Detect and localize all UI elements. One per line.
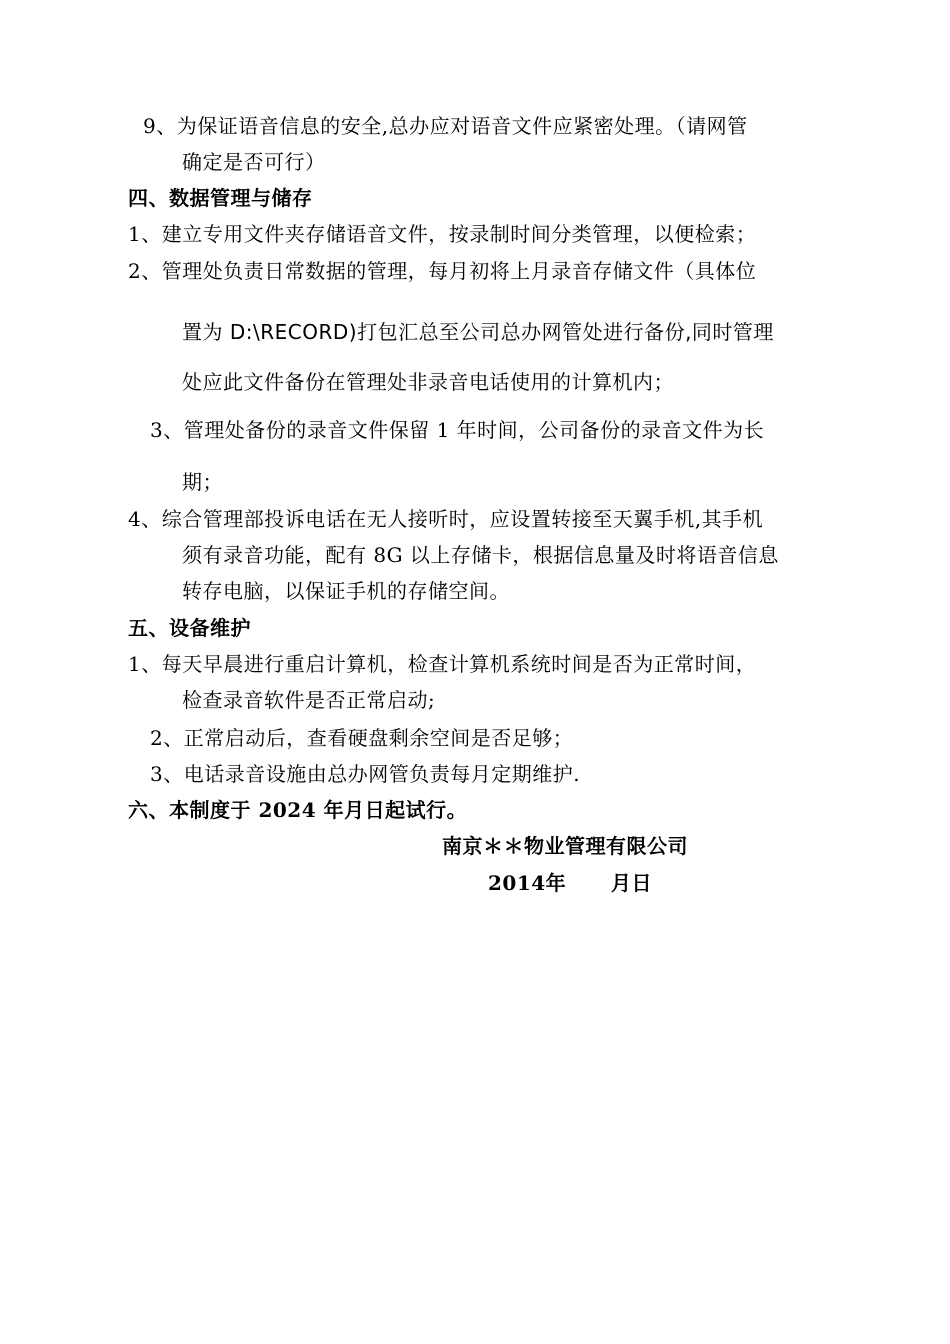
- signature-company: 南京＊＊物业管理有限公司: [442, 834, 688, 858]
- section-4-item-1: 1、建立专用文件夹存储语音文件，按录制时间分类管理，以便检索；: [128, 222, 757, 246]
- section-5-item-1-line-2: 检查录音软件是否正常启动;: [182, 688, 436, 712]
- section-4-item-4-line-1: 4、综合管理部投诉电话在无人接听时，应设置转接至天翼手机,其手机: [128, 507, 764, 531]
- section-4-item-2-line-1: 2、管理处负责日常数据的管理，每月初将上月录音存储文件（具体位: [128, 259, 757, 283]
- item-9-line-1: 9、为保证语音信息的安全,总办应对语音文件应紧密处理。（请网管: [143, 114, 748, 138]
- section-4-item-4-line-3: 转存电脑，以保证手机的存储空间。: [182, 579, 510, 603]
- signature-date: 2014年 月日: [488, 871, 652, 895]
- section-5-item-3: 3、电话录音设施由总办网管负责每月定期维护.: [150, 762, 581, 786]
- section-4-item-2-line-3: 处应此文件备份在管理处非录音电话使用的计算机内；: [182, 370, 674, 394]
- section-5-item-1-line-1: 1、每天早晨进行重启计算机，检查计算机系统时间是否为正常时间，: [128, 652, 757, 676]
- section-5-heading: 五、设备维护: [128, 616, 251, 640]
- section-5-item-2: 2、正常启动后，查看硬盘剩余空间是否足够；: [150, 726, 574, 750]
- item-9-line-2: 确定是否可行）: [182, 150, 326, 174]
- section-6-heading: 六、本制度于 2024 年月日起试行。: [128, 798, 468, 822]
- section-4-item-3-line-1: 3、管理处备份的录音文件保留 1 年时间，公司备份的录音文件为长: [150, 418, 765, 442]
- section-4-item-4-line-2: 须有录音功能，配有 8G 以上存储卡，根据信息量及时将语音信息: [182, 543, 779, 567]
- section-4-item-2-line-2: 置为 D:\RECORD)打包汇总至公司总办网管处进行备份,同时管理: [182, 320, 774, 344]
- section-4-heading: 四、数据管理与储存: [128, 186, 313, 210]
- section-4-item-3-line-2: 期；: [182, 470, 223, 494]
